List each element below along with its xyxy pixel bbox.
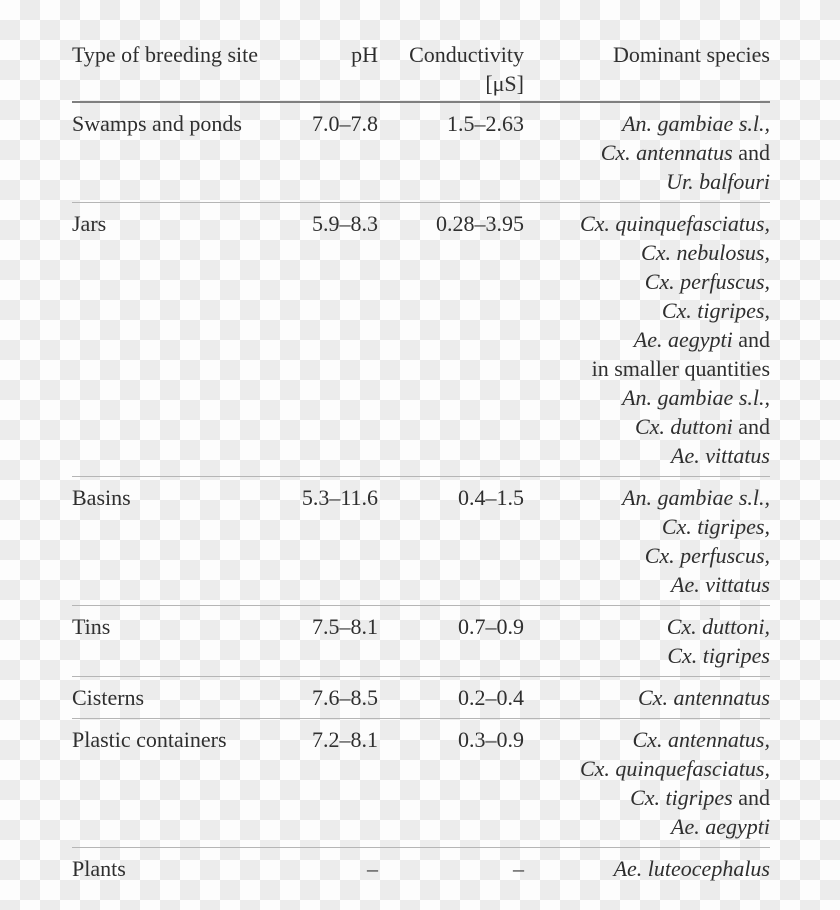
- species-connector-text: and: [738, 785, 770, 810]
- species-line: [524, 109, 770, 138]
- cell-ph: 7.5–8.1: [312, 614, 378, 639]
- species-name: Ae. aegypti: [671, 814, 770, 839]
- cell-ph: 5.3–11.6: [301, 485, 378, 510]
- table-row: [72, 848, 770, 889]
- cell-dominant-species: [524, 612, 770, 670]
- species-line: [524, 783, 770, 812]
- species-line: [524, 754, 770, 783]
- species-name: Ae. vittatus: [671, 572, 770, 597]
- species-name: Cx. tigripes: [667, 643, 770, 668]
- species-line: [524, 641, 770, 670]
- breeding-sites-table: [72, 40, 770, 889]
- table-row: [72, 203, 770, 477]
- species-name: Ae. aegypti: [633, 327, 733, 352]
- col-header-ph: pH: [351, 42, 378, 67]
- species-line: [524, 854, 770, 883]
- table-body: [72, 103, 770, 889]
- species-name: Cx. tigripes,: [661, 298, 770, 323]
- col-header-conductivity-unit: [μS]: [485, 71, 524, 96]
- species-line: [524, 325, 770, 354]
- species-line: [524, 138, 770, 167]
- cell-dominant-species: [524, 854, 770, 883]
- cell-breeding-site: Basins: [72, 485, 131, 510]
- col-header-conductivity-label: Conductivity: [409, 42, 524, 67]
- species-name: Cx. tigripes: [630, 785, 733, 810]
- cell-conductivity: 0.7–0.9: [458, 614, 524, 639]
- species-line: [524, 267, 770, 296]
- col-header-dominant-species: Dominant species: [612, 42, 770, 67]
- species-connector-text: and: [738, 327, 770, 352]
- cell-breeding-site: Jars: [72, 211, 107, 236]
- cell-conductivity: 0.4–1.5: [458, 485, 524, 510]
- species-line: [524, 541, 770, 570]
- species-line: [524, 238, 770, 267]
- species-connector-text: in smaller quantities: [591, 356, 770, 381]
- species-line: [524, 483, 770, 512]
- species-line: [524, 612, 770, 641]
- cell-ph: 7.0–7.8: [312, 111, 378, 136]
- species-connector-text: and: [738, 414, 770, 439]
- species-connector-text: and: [738, 140, 770, 165]
- table-row: [72, 606, 770, 677]
- species-line: [524, 383, 770, 412]
- cell-conductivity: 1.5–2.63: [447, 111, 524, 136]
- species-name: Cx. perfuscus,: [644, 269, 770, 294]
- table-row: [72, 477, 770, 606]
- species-line: [524, 812, 770, 841]
- cell-conductivity: 0.3–0.9: [458, 727, 524, 752]
- cell-breeding-site: Tins: [72, 614, 111, 639]
- cell-dominant-species: [524, 209, 770, 470]
- species-line: [524, 209, 770, 238]
- species-name: An. gambiae s.l.,: [622, 385, 770, 410]
- cell-breeding-site: Cisterns: [72, 685, 145, 710]
- species-line: [524, 296, 770, 325]
- table-row: [72, 719, 770, 848]
- col-header-breeding-site: Type of breeding site: [72, 42, 259, 67]
- species-name: Cx. antennatus,: [632, 727, 770, 752]
- cell-conductivity: 0.2–0.4: [458, 685, 524, 710]
- species-name: Cx. antennatus: [600, 140, 733, 165]
- species-line: [524, 441, 770, 470]
- species-name: Cx. duttoni,: [666, 614, 770, 639]
- species-name: An. gambiae s.l.,: [622, 111, 770, 136]
- col-header-conductivity: [378, 40, 524, 98]
- species-name: Cx. nebulosus,: [641, 240, 770, 265]
- species-line: [524, 725, 770, 754]
- species-name: Ur. balfouri: [666, 169, 770, 194]
- species-line: [524, 570, 770, 599]
- cell-ph: 7.2–8.1: [312, 727, 378, 752]
- cell-breeding-site: Plastic containers: [72, 727, 227, 752]
- species-line: [524, 354, 770, 383]
- species-name: Cx. antennatus: [638, 685, 770, 710]
- cell-ph: 5.9–8.3: [312, 211, 378, 236]
- cell-dominant-species: [524, 683, 770, 712]
- species-name: Ae. vittatus: [671, 443, 770, 468]
- species-name: An. gambiae s.l.,: [622, 485, 770, 510]
- table-header-row: [72, 40, 770, 103]
- cell-breeding-site: Plants: [72, 856, 126, 881]
- species-name: Cx. quinquefasciatus,: [579, 211, 770, 236]
- cell-dominant-species: [524, 725, 770, 841]
- cell-conductivity: 0.28–3.95: [436, 211, 524, 236]
- cell-ph: –: [367, 856, 378, 881]
- cell-dominant-species: [524, 109, 770, 196]
- species-line: [524, 412, 770, 441]
- species-line: [524, 512, 770, 541]
- cell-conductivity: –: [513, 856, 524, 881]
- species-name: Cx. quinquefasciatus,: [579, 756, 770, 781]
- species-name: Cx. tigripes,: [661, 514, 770, 539]
- species-name: Ae. luteocephalus: [613, 856, 770, 881]
- table-row: [72, 677, 770, 719]
- species-line: [524, 683, 770, 712]
- species-line: [524, 167, 770, 196]
- cell-breeding-site: Swamps and ponds: [72, 111, 242, 136]
- table-row: [72, 103, 770, 203]
- cell-ph: 7.6–8.5: [312, 685, 378, 710]
- species-name: Cx. perfuscus,: [644, 543, 770, 568]
- cell-dominant-species: [524, 483, 770, 599]
- species-name: Cx. duttoni: [634, 414, 733, 439]
